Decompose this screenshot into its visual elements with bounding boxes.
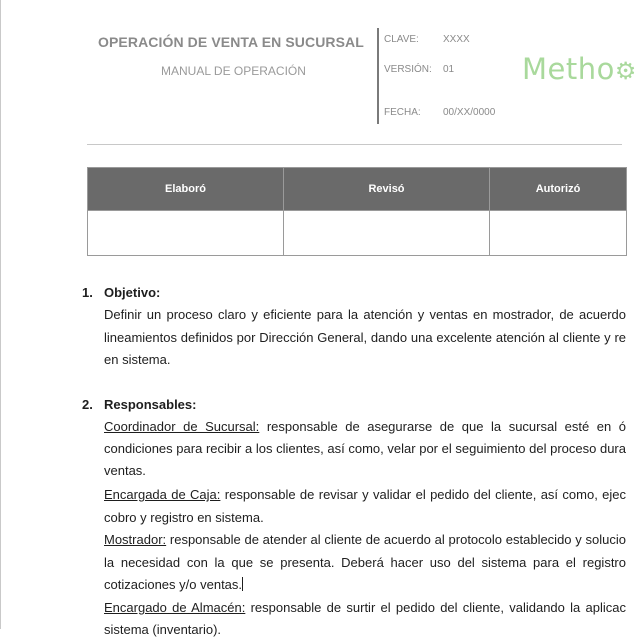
page-left-edge [0,0,1,629]
responsable-caja-line: Encargada de Caja: responsable de revisar y validar el pedido del cliente, así como, ejec [104,487,627,502]
reviso-header: Revisó [284,168,490,211]
version-value: 01 [443,64,455,75]
signature-table [87,167,627,256]
fecha-value: 00/XX/0000 [443,107,496,118]
text-cursor [242,577,243,591]
elaboro-cell[interactable] [88,211,284,256]
objetivo-line: lineamientos definidos por Dirección General, dando una excelente atención al cliente y re [104,330,626,345]
section-title-objetivo: Objetivo: [104,285,161,300]
responsable-caja-line: cobro y registro en sistema. [104,510,264,525]
section-title-responsables: Responsables: [104,397,197,412]
version-label: VERSIÓN: [384,64,432,75]
document-subtitle: MANUAL DE OPERACIÓN [161,64,306,78]
responsable-mostrador-line[interactable]: cotizaciones y/o ventas. [104,577,243,592]
elaboro-header: Elaboró [88,168,284,211]
logo-text: Metho [522,52,615,86]
objetivo-line: en sistema. [104,352,171,367]
responsable-mostrador-line: Mostrador: responsable de atender al cliente de acuerdo al protocolo establecido y solucio [104,532,626,547]
responsable-coordinador-line: condiciones para recibir a los clientes, así como, velar por el seguimiento del proceso dura [104,441,626,456]
header-rule [87,144,622,145]
company-logo [522,52,637,86]
clave-value: XXXX [443,34,470,45]
autorizo-cell[interactable] [490,211,627,256]
signature-row [88,211,627,256]
fecha-label: FECHA: [384,107,421,118]
responsable-coordinador-line: Coordinador de Sucursal: responsable de asegurarse de que la sucursal esté en ó [104,419,627,434]
clave-label: CLAVE: [384,34,419,45]
responsable-almacen-line: sistema (inventario). [104,622,222,637]
document-title: OPERACIÓN DE VENTA EN SUCURSAL [98,34,364,50]
role-label: Coordinador de Sucursal: [104,419,260,434]
responsable-mostrador-line: la necesidad con la que se presenta. Deberá hacer uso del sistema para el registro [104,555,626,570]
autorizo-header: Autorizó [490,168,627,211]
header-divider [377,28,379,124]
gear-icon: ⚙ [614,57,637,85]
section-number: 1. [82,285,93,300]
role-label: Encargado de Almacén: [104,600,246,615]
reviso-cell[interactable] [284,211,490,256]
responsable-coordinador-line: ventas. [104,463,146,478]
section-number: 2. [82,397,93,412]
signature-header-row [88,168,627,211]
role-label: Mostrador: [104,532,167,547]
role-label: Encargada de Caja: [104,487,221,502]
objetivo-line: Definir un proceso claro y eficiente para la atención y ventas en mostrador, de acuerdo [104,307,626,322]
responsable-almacen-line: Encargado de Almacén: responsable de surtir el pedido del cliente, validando la aplicac [104,600,626,615]
